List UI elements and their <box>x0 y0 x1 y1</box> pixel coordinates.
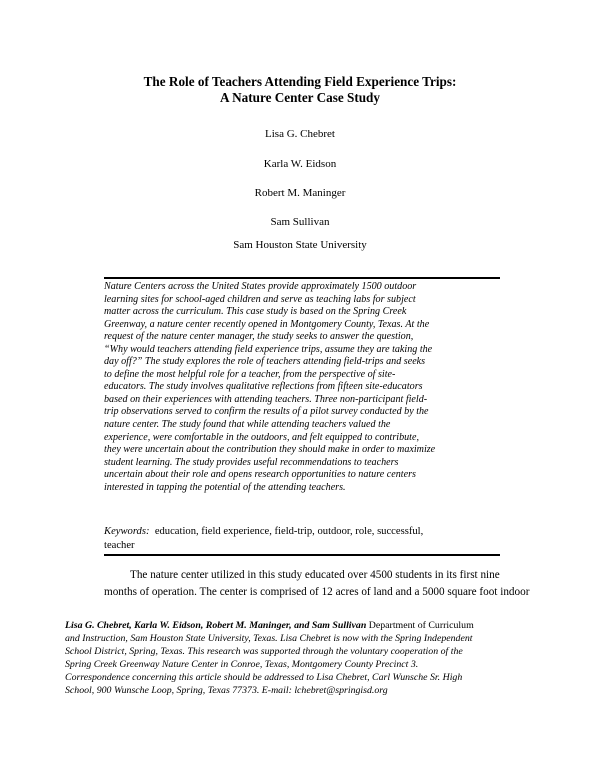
author-3: Robert M. Maninger <box>254 187 346 199</box>
title-line-2: A Nature Center Case Study <box>220 89 380 105</box>
author-2: Karla W. Eidson <box>263 158 337 170</box>
abstract-top-rule <box>104 277 500 279</box>
author-4: Sam Sullivan <box>270 216 330 228</box>
keywords <box>104 525 500 552</box>
keywords-text: education, field experience, field-trip, outdoor, role, successful, <box>149 526 424 537</box>
keywords-label: Keywords: <box>104 526 150 537</box>
abstract-line: educators. The study involves qualitative reflections from fifteen site-educators <box>104 381 423 393</box>
abstract-line: uncertain about their role and opens research opportunities to nature centers <box>104 469 416 481</box>
author-note-names: Lisa G. Chebret, Karla W. Eidson, Robert M. Maninger, and Sam Sullivan <box>65 620 367 631</box>
author-note <box>65 620 540 697</box>
abstract <box>104 281 496 494</box>
keywords-line-2: teacher <box>104 539 135 551</box>
abstract-line: to define the most helpful role for a teacher, from the perspective of site- <box>104 368 396 380</box>
author-note-line: School District, Spring, Texas. This research was supported through the voluntary cooperation of the <box>65 645 463 657</box>
body-line: The nature center utilized in this study educated over 4500 students in its first nine <box>130 569 500 581</box>
abstract-line: they were uncertain about the contribution they should make in order to maximize <box>104 444 436 456</box>
abstract-line: based on their experiences with attending teachers. Three non-participant field- <box>104 393 428 405</box>
body-line: months of operation. The center is comprised of 12 acres of land and a 5000 square foot indoor <box>104 586 530 598</box>
abstract-line: matter across the curriculum. This case study is based on the Spring Creek <box>104 306 407 318</box>
affiliation: Sam Houston State University <box>233 239 367 251</box>
author-note-line: Correspondence concerning this article should be addressed to Lisa Chebret, Carl Wunsche Sr. High <box>65 671 463 683</box>
author-note-line: and Instruction, Sam Houston State University, Texas. Lisa Chebret is now with the Spring Independent <box>65 632 473 644</box>
abstract-line: learning sites for school-aged children and serve as teaching labs for subject <box>104 293 416 305</box>
body-paragraph <box>104 567 530 601</box>
paper-title <box>60 74 540 105</box>
abstract-line: Greenway, a nature center recently opened in Montgomery County, Texas. At the <box>104 318 430 330</box>
author-note-dept: Department of Curriculum <box>366 620 474 631</box>
abstract-line: day off?” The study explores the role of teachers attending field-trips and seeks <box>104 356 426 368</box>
abstract-line: experience, were comfortable in the outdoors, and felt equipped to contribute, <box>104 431 419 443</box>
abstract-line: Nature Centers across the United States provide approximately 1500 outdoor <box>104 281 417 292</box>
abstract-line: trip observations served to confirm the results of a pilot survey conducted by the <box>104 406 429 418</box>
author-note-line: Spring Creek Greenway Nature Center in Conroe, Texas, Montgomery County Precinct 3. <box>65 658 419 670</box>
abstract-line: student learning. The study provides useful recommendations to teachers <box>104 456 399 468</box>
abstract-bottom-rule <box>104 554 500 556</box>
abstract-line: nature center. The study found that while attending teachers valued the <box>104 419 391 431</box>
keywords-line-1 <box>104 525 500 539</box>
abstract-line: request of the nature center manager, the study seeks to answer the question, <box>104 331 414 343</box>
author-note-line <box>65 620 540 633</box>
title-line-1: The Role of Teachers Attending Field Experience Trips: <box>143 74 457 89</box>
abstract-line: interested in tapping the potential of the attending teachers. <box>104 481 346 493</box>
author-1: Lisa G. Chebret <box>265 128 335 140</box>
abstract-line: “Why would teachers attending field experience trips, assume they are taking the <box>104 343 433 355</box>
author-note-line: School, 900 Wunsche Loop, Spring, Texas 77373. E-mail: lchebret@springisd.org <box>65 684 388 696</box>
